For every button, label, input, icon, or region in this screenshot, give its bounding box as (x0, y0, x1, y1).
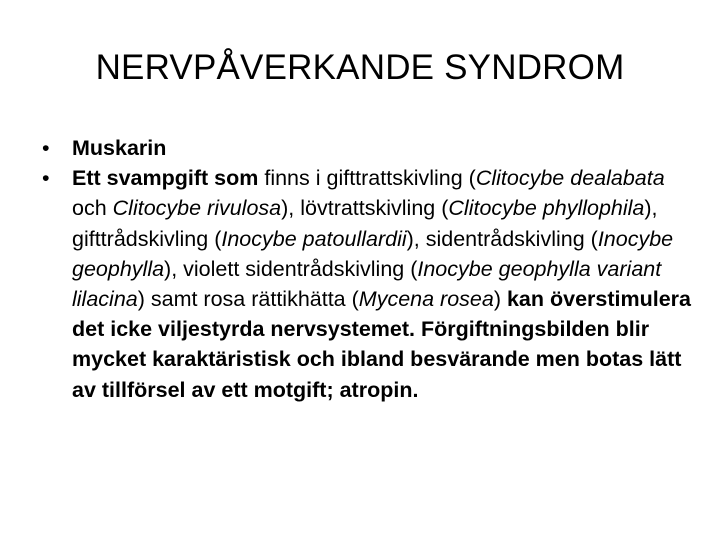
bullet-text-segment: kan överstimulera det icke viljestyrda nervsystemet. Förgiftningsbilden blir mycket karaktäristisk och ibland besvärande men botas lätt av tillförsel av ett motgift; atropin. (72, 287, 691, 402)
bullet-text-segment: ) (493, 287, 507, 312)
bullet-text-segment: finns i gifttrattskivling ( (258, 166, 476, 191)
bullet-text-segment: ), lövtrattskivling ( (281, 196, 449, 221)
species-name: Clitocybe rivulosa (112, 196, 282, 221)
bullet-text-segment: ), sidentrådskivling ( (406, 226, 598, 251)
bullet-text-segment: Muskarin (72, 136, 167, 160)
species-name: Inocybe geophylla (72, 226, 674, 281)
bullet-text-segment: ) samt rosa rättikhätta ( (137, 287, 359, 312)
species-name: Inocybe patoullardii (221, 226, 407, 251)
species-name: Clitocybe phyllophila (448, 196, 645, 221)
bullet-text-segment: och (72, 196, 113, 221)
slide-title: NERVPÅVERKANDE SYNDROM (95, 48, 625, 87)
bullet-item (42, 133, 702, 163)
bullet-text-segment: ), gifttrådskivling ( (72, 196, 658, 251)
species-name: Inocybe geophylla variant lilacina (72, 256, 662, 312)
species-name: Mycena rosea (358, 287, 494, 312)
bullet-list (42, 133, 702, 405)
bullet-text-segment: ), violett sidentrådskivling ( (164, 256, 418, 281)
bullet-dot: • (42, 166, 50, 191)
bullet-dot: • (42, 136, 50, 160)
bullet-text-segment: Ett svampgift som (72, 166, 259, 191)
species-name: Clitocybe dealabata (475, 166, 665, 191)
bullet-item (42, 163, 702, 405)
